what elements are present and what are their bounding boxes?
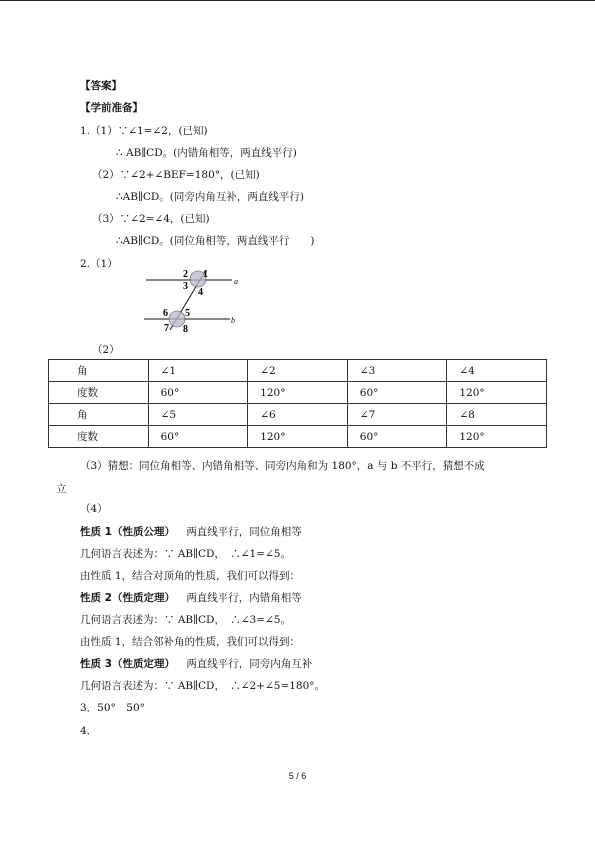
table-row (49, 382, 547, 404)
table-cell: 60° (148, 382, 248, 404)
angle-label-8: 8 (183, 324, 188, 334)
property1-text: 两直线平行，同位角相等 (186, 526, 302, 538)
q2-part4-label: （4） (80, 503, 108, 515)
table-cell: 度数 (49, 382, 149, 404)
q1-line6: ∴AB∥CD。(同位角相等，两直线平行 ) (116, 235, 315, 247)
table-cell: 60° (347, 382, 447, 404)
angle-label-6: 6 (163, 308, 168, 319)
property3-title: 性质 3（性质定理） (80, 658, 175, 670)
angle-label-5: 5 (185, 308, 190, 319)
table-cell: 120° (447, 382, 547, 404)
table-cell: 120° (447, 426, 547, 448)
q3-answer: 3．50° 50° (80, 702, 145, 714)
angle-degree-table (48, 359, 547, 448)
property2-geometry: 几何语言表述为：∵ AB∥CD， ∴∠3=∠5。 (80, 614, 291, 626)
table-cell: ∠1 (148, 360, 248, 382)
table-cell: 60° (148, 426, 248, 448)
property3-geometry: 几何语言表述为：∵ AB∥CD， ∴∠2+∠5=180°。 (80, 680, 326, 692)
angle-label-3: 3 (183, 281, 188, 292)
q2-part3-line1: （3）猜想：同位角相等、内错角相等、同旁内角和为 180°，a 与 b 不平行，猜想不成 (80, 460, 485, 472)
table-cell: 角 (49, 404, 149, 426)
table-cell: ∠7 (347, 404, 447, 426)
q2-label: 2.（1） (80, 258, 118, 270)
property1-title: 性质 1（性质公理） (80, 526, 175, 538)
property3-text: 两直线平行，同旁内角互补 (186, 658, 313, 670)
property2-title: 性质 2（性质定理） (80, 592, 175, 604)
table-cell: ∠8 (447, 404, 547, 426)
table-cell: ∠2 (248, 360, 348, 382)
table-cell: 120° (248, 426, 348, 448)
property1-line (80, 525, 302, 539)
property3-line (80, 657, 312, 671)
prep-heading: 【学前准备】 (80, 102, 143, 114)
q2-part3-line2: 立 (56, 483, 67, 495)
parallel-lines-figure (140, 266, 250, 337)
q1-line3: （2）∵∠2+∠BEF=180°，(已知) (92, 169, 260, 181)
table-row (49, 404, 547, 426)
table-cell: ∠5 (148, 404, 248, 426)
angle-label-4: 4 (198, 287, 203, 298)
angle-label-7: 7 (164, 323, 169, 334)
table-cell: ∠4 (447, 360, 547, 382)
q1-line5: （3）∵∠2=∠4，(已知) (92, 213, 210, 225)
property2-line (80, 591, 302, 605)
q4-label: 4． (80, 725, 98, 737)
property1-geometry: 几何语言表述为：∵ AB∥CD， ∴∠1=∠5。 (80, 548, 291, 560)
q1-line4: ∴AB∥CD。(同旁内角互补，两直线平行) (116, 191, 304, 203)
table-cell: 60° (347, 426, 447, 448)
page-number: 5 / 6 (288, 771, 307, 781)
property1-derivation: 由性质 1，结合对顶角的性质，我们可以得到： (80, 570, 301, 582)
table-cell: 120° (248, 382, 348, 404)
property2-derivation: 由性质 1，结合邻补角的性质，我们可以得到： (80, 636, 301, 648)
angle-label-2: 2 (183, 269, 188, 280)
line-b-label: b (231, 316, 235, 325)
table-cell: ∠6 (248, 404, 348, 426)
table-cell: 角 (49, 360, 149, 382)
table-cell: ∠3 (347, 360, 447, 382)
angle-label-1: 1 (203, 269, 208, 280)
property2-text: 两直线平行，内错角相等 (186, 592, 302, 604)
table-row (49, 360, 547, 382)
table-cell: 度数 (49, 426, 149, 448)
page-top-border (0, 0, 595, 1)
q1-line2: ∴ AB∥CD。(内错角相等，两直线平行) (116, 147, 297, 159)
table-row (49, 426, 547, 448)
q1-line1: 1.（1）∵∠1=∠2，(已知) (80, 125, 208, 137)
q2-part2-label: （2） (92, 344, 120, 356)
transversal-diagram (140, 266, 250, 334)
answer-heading: 【答案】 (80, 80, 122, 92)
line-a-label: a (234, 277, 238, 286)
